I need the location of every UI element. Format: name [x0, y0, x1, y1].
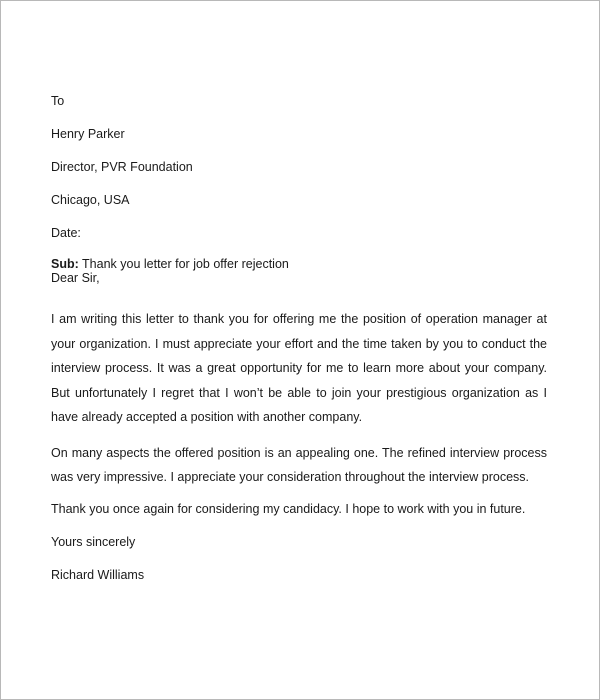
closing: Yours sincerely	[51, 534, 136, 549]
subject-line	[51, 258, 547, 271]
paragraph-3: Thank you once again for considering my candidacy. I hope to work with you in future.	[51, 501, 526, 516]
paragraph-2: On many aspects the offered position is an appealing one. The refined interview process was very impressive. I appreciate your consideration throughout the interview process.	[51, 445, 547, 484]
recipient-title: Director, PVR Foundation	[51, 160, 193, 174]
letter-body	[51, 93, 547, 583]
paragraph-1: I am writing this letter to thank you for offering me the position of operation manager at your organization. I must appreciate your effort and the time taken by you to conduct the interview process. It was a great opportunity for me to learn more about your company. But unfortunately I regret that I won’t be able to join your prestigious organization as I have already accepted a position with another company.	[51, 312, 547, 424]
signature-name: Richard Williams	[51, 567, 145, 582]
subject-text: Thank you letter for job offer rejection	[78, 257, 289, 271]
recipient-location: Chicago, USA	[51, 193, 130, 207]
date-label: Date:	[51, 226, 81, 240]
subject-label: Sub:	[51, 257, 79, 271]
salutation: Dear Sir,	[51, 271, 100, 285]
to-label: To	[51, 94, 65, 108]
recipient-name: Henry Parker	[51, 127, 125, 141]
